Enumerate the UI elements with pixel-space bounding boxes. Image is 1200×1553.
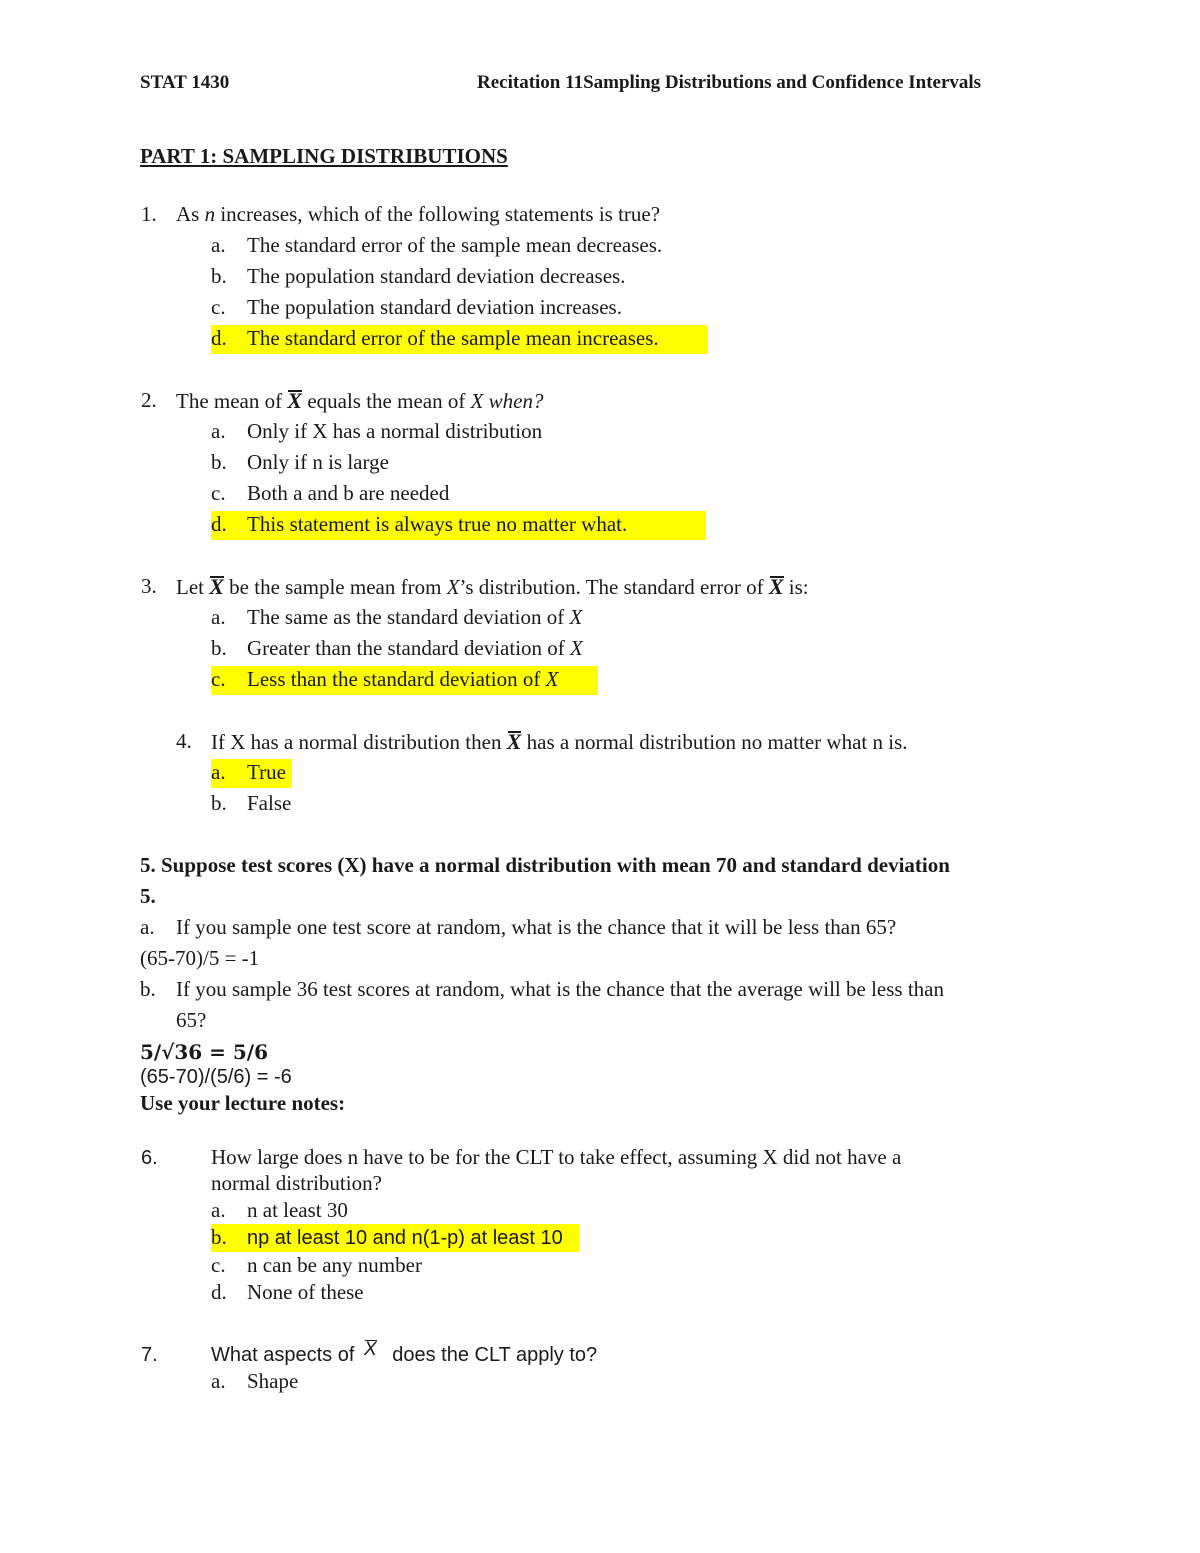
q5-b-text-line1: If you sample 36 test scores at random, what is the chance that the average will be less than	[176, 977, 944, 1001]
q1-option-b-letter: b.	[211, 264, 227, 288]
q6-number: 6.	[141, 1147, 158, 1169]
q6-option-d: None of these	[247, 1280, 364, 1304]
q3-option-a-letter: a.	[211, 605, 226, 629]
q4-option-b: False	[247, 791, 292, 815]
q4-number: 4.	[176, 729, 192, 753]
q6-option-b-letter: b.	[211, 1225, 227, 1249]
q5-b-text-line2: 65?	[176, 1008, 207, 1032]
q2-option-a: Only if X has a normal distribution	[247, 419, 543, 443]
x-bar-symbol: X	[768, 574, 784, 599]
q2-option-d: This statement is always true no matter what.	[247, 512, 628, 536]
q6-option-c-letter: c.	[211, 1253, 226, 1277]
q2-option-c: Both a and b are needed	[247, 481, 450, 505]
q4-option-a-letter: a.	[211, 760, 226, 784]
q4-option-b-letter: b.	[211, 791, 227, 815]
q7-number: 7.	[141, 1344, 158, 1366]
q1-option-d: The standard error of the sample mean increases.	[247, 326, 659, 350]
x-bar-symbol: X	[363, 1339, 377, 1360]
course-code: STAT 1430	[140, 72, 230, 93]
q5-b-letter: b.	[140, 977, 156, 1001]
q6-stem-line2: normal distribution?	[211, 1171, 382, 1195]
q1-option-b: The population standard deviation decreases.	[247, 264, 626, 288]
q6-stem-line1: How large does n have to be for the CLT to take effect, assuming X did not have a	[211, 1145, 902, 1169]
q7-option-a: Shape	[247, 1369, 299, 1393]
lecture-notes-note: Use your lecture notes:	[140, 1091, 346, 1115]
q2-option-a-letter: a.	[211, 419, 226, 443]
q1-number: 1.	[141, 202, 157, 226]
q5-b-calc2: (65-70)/(5/6) = -6	[140, 1066, 292, 1088]
document-title: Recitation 11Sampling Distributions and Confidence Intervals	[477, 72, 982, 93]
q6-option-a: n at least 30	[247, 1198, 348, 1222]
q6-option-a-letter: a.	[211, 1198, 226, 1222]
q5-a-text: If you sample one test score at random, what is the chance that it will be less than 65?	[176, 915, 897, 939]
q7-stem: What aspects of X does the CLT apply to?	[211, 1339, 598, 1366]
q6-option-b: np at least 10 and n(1-p) at least 10	[247, 1227, 563, 1249]
q2-stem: The mean of X equals the mean of X when?	[176, 388, 544, 413]
q4-option-a: True	[247, 760, 286, 784]
q6-option-c: n can be any number	[247, 1253, 422, 1277]
x-bar-symbol: X	[506, 729, 522, 754]
q1-option-c: The population standard deviation increases.	[247, 295, 622, 319]
part1-title: PART 1: SAMPLING DISTRIBUTIONS	[140, 144, 508, 168]
x-bar-symbol: X	[287, 388, 303, 413]
q3-option-c-letter: c.	[211, 667, 226, 691]
q3-number: 3.	[141, 574, 157, 598]
x-bar-symbol: X	[209, 574, 224, 599]
q1-option-a-letter: a.	[211, 233, 226, 257]
q3-option-c: Less than the standard deviation of X	[247, 667, 559, 691]
q1-stem: As n increases, which of the following statements is true?	[176, 202, 661, 226]
q7-option-a-letter: a.	[211, 1369, 226, 1393]
q3-option-b: Greater than the standard deviation of X	[247, 636, 583, 660]
q5-stem-line1: 5. Suppose test scores (X) have a normal distribution with mean 70 and standard deviation	[140, 853, 950, 877]
q2-option-b-letter: b.	[211, 450, 227, 474]
q5-a-letter: a.	[140, 915, 155, 939]
q3-option-a: The same as the standard deviation of X	[247, 605, 583, 629]
q3-stem: Let X be the sample mean from X’s distribution. The standard error of X is:	[176, 574, 809, 599]
q1-option-c-letter: c.	[211, 295, 226, 319]
q1-option-d-letter: d.	[211, 326, 227, 350]
q1-option-a: The standard error of the sample mean decreases.	[247, 233, 663, 257]
q5-stem-line2: 5.	[140, 884, 156, 908]
q2-option-c-letter: c.	[211, 481, 226, 505]
q5-a-calc: (65-70)/5 = -1	[140, 946, 260, 970]
q2-option-b: Only if n is large	[247, 450, 389, 474]
q3-option-b-letter: b.	[211, 636, 227, 660]
q2-number: 2.	[141, 388, 157, 412]
q4-stem: If X has a normal distribution then X has a normal distribution no matter what n is.	[211, 729, 908, 754]
q6-option-d-letter: d.	[211, 1280, 227, 1304]
q2-option-d-letter: d.	[211, 512, 227, 536]
q5-b-calc1: 5/√36 = 5/6	[140, 1040, 269, 1064]
